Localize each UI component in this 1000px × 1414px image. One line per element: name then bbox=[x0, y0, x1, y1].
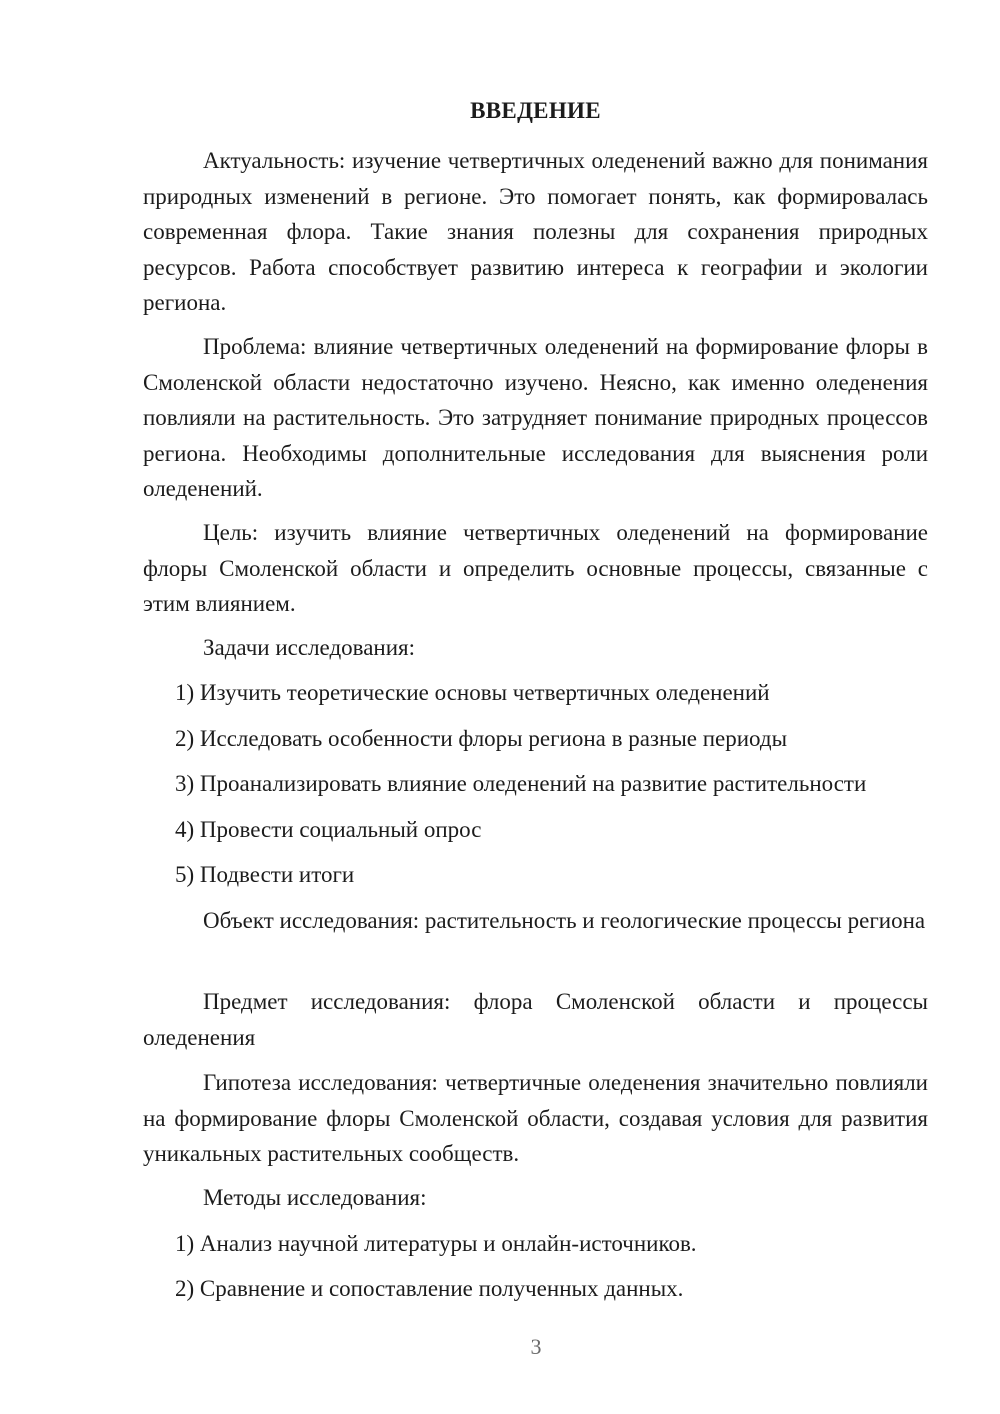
task-item-1: 1) Изучить теоретические основы четвертичных оледенений bbox=[175, 680, 770, 705]
hypothesis-paragraph: Гипотеза исследования: четвертичные оледенения значительно повлияли на формирование флоры Смоленской области, создавая условия для развития уникальных растительных сообществ. bbox=[143, 1070, 928, 1166]
page-number: 3 bbox=[530, 1334, 542, 1359]
goal-paragraph: Цель: изучить влияние четвертичных оледенений на формирование флоры Смоленской области и определить основные процессы, связанные с этим влиянием. bbox=[143, 520, 928, 616]
task-item-2: 2) Исследовать особенности флоры региона в разные периоды bbox=[175, 726, 788, 751]
task-item-3: 3) Проанализировать влияние оледенений на развитие растительности bbox=[175, 771, 867, 796]
method-item-1: 1) Анализ научной литературы и онлайн-источников. bbox=[175, 1231, 697, 1256]
object-paragraph: Объект исследования: растительность и геологические процессы региона bbox=[203, 908, 926, 933]
page-title: ВВЕДЕНИЕ bbox=[470, 98, 601, 123]
subject-paragraph: Предмет исследования: флора Смоленской области и процессы оледенения bbox=[143, 989, 928, 1050]
task-item-5: 5) Подвести итоги bbox=[175, 862, 355, 887]
relevance-paragraph: Актуальность: изучение четвертичных оледенений важно для понимания природных изменений в регионе. Это помогает понять, как формировалась современная флора. Такие знания полезны для сохранения природных ресурсов. Работа способствует развитию интереса к географии и экологии региона. bbox=[143, 148, 928, 315]
tasks-heading: Задачи исследования: bbox=[203, 635, 416, 660]
problem-paragraph: Проблема: влияние четвертичных оледенений на формирование флоры в Смоленской области недостаточно изучено. Неясно, как именно оледенения повлияли на растительность. Это затрудняет понимание природных процессов региона. Необходимы дополнительные исследования для выяснения роли оледенений. bbox=[143, 334, 928, 501]
methods-heading: Методы исследования: bbox=[203, 1185, 427, 1210]
task-item-4: 4) Провести социальный опрос bbox=[175, 817, 482, 842]
method-item-2: 2) Сравнение и сопоставление полученных данных. bbox=[175, 1276, 684, 1301]
